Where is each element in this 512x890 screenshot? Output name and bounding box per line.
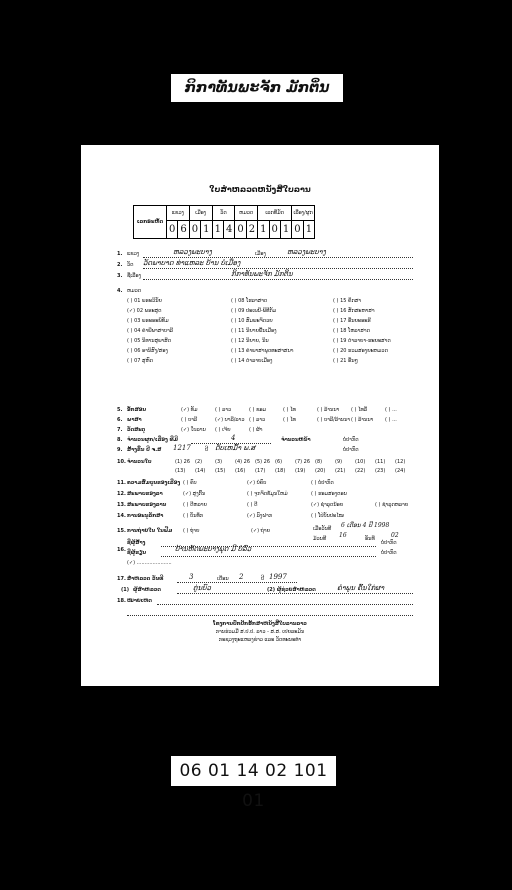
survey-month-value: 2 xyxy=(239,573,244,581)
category-option: ( ) 07 ສຸຫົດ xyxy=(127,358,153,364)
field-number: 5. xyxy=(117,407,123,413)
created-year-label: ສ້າງຂຶ້ນ ປີ ຈ.ສ xyxy=(127,447,162,453)
leaf-count-cell: (13) xyxy=(175,468,186,474)
creator-value: ບໍ່ປາກົດ xyxy=(381,540,397,546)
survey-day-value: 3 xyxy=(189,573,194,581)
field-number: 3. xyxy=(117,273,123,279)
footer-cooperation: ການຮ່ວມມື ສ.ປ.ປ. ລາວ - ສ.ສ. ເຢຍລະມັນ xyxy=(215,629,305,635)
language-option: ( ) ໄທ xyxy=(283,417,296,423)
condition-option: (✓) ບໍ່ຄົບ xyxy=(247,480,267,486)
category-option: ( ) 18 ໂຫລາສາດ xyxy=(333,328,370,334)
code-digit: 6 xyxy=(178,221,189,239)
code-digit: 0 xyxy=(167,221,178,239)
code-digit: 1 xyxy=(258,221,269,239)
field-number: 16. xyxy=(117,547,126,553)
field-number: 15. xyxy=(117,528,126,534)
condition-option: ( ) ດີ xyxy=(247,502,258,508)
survey-year-value: 1997 xyxy=(269,573,287,581)
code-header-temple: ວັດ xyxy=(212,206,235,221)
code-label: ເລກຣະຫັດ xyxy=(134,206,167,239)
condition-option: (✓) ສູງກົ້ນ xyxy=(183,491,206,497)
field-rule xyxy=(127,615,413,616)
survey-year-label: ປີ xyxy=(261,576,265,582)
field-number: 10. xyxy=(117,459,126,465)
leaf-count-cell: (8) xyxy=(315,459,323,465)
category-option: ( ) 10 ສົມພະຈິດວຍ xyxy=(231,318,273,324)
code-digit: 2 xyxy=(246,221,257,239)
material-label: ວັດສະດຸ xyxy=(127,427,146,433)
category-option: ( ) 03 ພຣະອະພິທັມ xyxy=(127,318,169,324)
material-option: ( ) ເຈ້ຍ xyxy=(215,427,231,433)
creator-label: ຊື່ຜູ້ສ້າງ xyxy=(127,540,146,546)
temple-value: ວັດພາບາດ ທ່າແຫລະ ບ້ານ ບໍ່ເມືອງ xyxy=(143,259,241,267)
manuscript-title-label: ກິກາທັນພະຈັກ ມັກຕິ່ນ xyxy=(170,73,344,103)
category-option: ( ) 09 ປະເພນີ-ພິທີກັມ xyxy=(231,308,277,314)
language-option: ( ) ລາວ xyxy=(249,417,266,423)
field-number: 7. xyxy=(117,427,123,433)
fascicle-count-label: ຈຳນວນຜູກ/ເລື່ອງ ທີ່ມີ xyxy=(127,437,178,443)
photo-date-label: ເມື່ອວັນທີ xyxy=(313,526,332,532)
code-header-bundle: ເລກທີ່ມັດ xyxy=(258,206,292,221)
province-value: ຫລວງພະບາງ xyxy=(173,248,212,256)
field-number: 13. xyxy=(117,502,126,508)
leaf-count-cell: (21) xyxy=(335,468,346,474)
language-option: ( ) ບາລີ/ລ້ານນາ xyxy=(317,417,351,423)
condition-option: ( ) ຮອມສອງຕອນ xyxy=(311,491,347,497)
leaf-count-cell: (23) xyxy=(375,468,386,474)
manuscript-code-label: 06 01 14 02 101 01 xyxy=(170,755,337,787)
photo-frame-value: 02 xyxy=(391,532,399,539)
photo-option-2: (✓) ຖ່າຍ xyxy=(251,528,271,534)
condition-option: ( ) ຄົບ xyxy=(183,480,197,486)
field-number: 11. xyxy=(117,480,126,486)
created-era-value: ດັບເຫມົ້າ ພ.ສ xyxy=(215,444,256,452)
category-option: ( ) 13 ຄຳພາສາພຸດທະສາສນາ xyxy=(231,348,294,354)
scribe-unknown: ບໍ່ປາກົດ xyxy=(381,550,397,556)
category-option: ( ) 12 ນິຍາຍ, ນິນ xyxy=(231,338,269,344)
field-rule xyxy=(157,604,413,605)
scribe-extra: (✓) ...................... xyxy=(127,560,172,566)
field-number: 12. xyxy=(117,491,126,497)
language-option: ( ) ບາລີ xyxy=(181,417,198,423)
category-option: ( ) 17 ອື່ນຍະອະຣີ xyxy=(333,318,371,324)
notes-label: ໝາຍເຫດ xyxy=(127,598,152,604)
script-option: (✓) ທັມ xyxy=(181,407,198,413)
code-digit: 1 xyxy=(201,221,212,239)
leaf-count-cell: (7) 26 xyxy=(295,459,311,465)
survey-date-label: ສຳຫລວດ ວັນທີ xyxy=(127,576,164,582)
leaf-count-cell: (6) xyxy=(275,459,283,465)
page-count-label: ຈຳນວນຫນ້າ xyxy=(281,437,311,443)
category-option: ( ) 11 ນິຍາຍພື້ນເມືອງ xyxy=(231,328,277,334)
script-option: ( ) ໄທ xyxy=(283,407,296,413)
condition-label: ສະພາບຂອງລານ xyxy=(127,502,167,508)
leaf-count-cell: (24) xyxy=(395,468,406,474)
field-number: 4. xyxy=(117,288,123,294)
category-option: ( ) 21 ອື່ນໆ xyxy=(333,358,358,364)
created-year-value: 1217 xyxy=(173,444,191,452)
code-digit: 0 xyxy=(292,221,303,239)
district-label: ເມືອງ xyxy=(255,251,266,257)
province-label: ແຂວງ xyxy=(127,251,140,257)
script-label: ອັກສອນ xyxy=(127,407,146,413)
photo-date-value: 6 ເດືອນ 4 ປີ 1998 xyxy=(341,522,390,529)
leaf-count-cell: (5) 26 xyxy=(255,459,271,465)
code-table xyxy=(133,205,315,239)
leaf-count-cell: (10) xyxy=(355,459,366,465)
code-digit: 0 xyxy=(235,221,246,239)
leaf-count-cell: (18) xyxy=(275,468,286,474)
created-unknown: ບໍ່ປາກົດ xyxy=(343,447,359,453)
script-option: ( ) ລ້ານນາ xyxy=(317,407,340,413)
leaf-count-cell: (9) xyxy=(335,459,343,465)
category-option: ( ) 08 ໂຮລາສາດ xyxy=(231,298,268,304)
category-option: ( ) 14 ດຳລາຍເມືອງ xyxy=(231,358,273,364)
condition-option: ( ) ໂປ່ບັນປະໄໝ xyxy=(311,513,344,519)
field-number: 14. xyxy=(117,513,126,519)
scribe-label: ຊື່ຜູ້ຂຽນ xyxy=(127,550,147,556)
field-rule xyxy=(177,582,297,583)
field-number: 17. xyxy=(117,576,126,582)
code-header-province: ແຂວງ xyxy=(167,206,190,221)
category-option: ( ) 16 ສັກສະຫາສາ xyxy=(333,308,375,314)
category-option: ( ) 19 ດຳລາຍາ-ຮະຍະສາດ xyxy=(333,338,391,344)
survey-month-label: ເດືອນ xyxy=(217,576,229,582)
script-option: ( ) ລາວ xyxy=(215,407,232,413)
created-era-label: ປີ xyxy=(205,447,209,453)
material-option: (✓) ໃບລານ xyxy=(181,427,206,433)
category-option: ( ) 04 ຄຳພີພາສາບາລີ xyxy=(127,328,174,334)
field-rule xyxy=(143,268,413,269)
code-header-fascicle: ເລື່ອງ/ຜູກ xyxy=(292,206,315,221)
condition-label: ການອະນຸລັກສາ xyxy=(127,513,164,519)
field-rule xyxy=(161,556,376,557)
field-number: 1. xyxy=(117,251,123,257)
leaf-count-cell: (15) xyxy=(215,468,226,474)
material-option: ( ) ຜ້າ xyxy=(249,427,263,433)
code-header-category: ຫມວດ xyxy=(235,206,258,221)
temple-label: ວັດ xyxy=(127,262,134,268)
assistant-label: (2) ຜູ້ຊ່ວຍສຳຫລວດ xyxy=(267,587,316,593)
language-option: ( ) ລ້ານນາ xyxy=(351,417,374,423)
leaf-count-cell: (16) xyxy=(235,468,246,474)
leaf-count-cell: (22) xyxy=(355,468,366,474)
condition-option: ( ) ບໍ່ປາກົດ xyxy=(311,480,334,486)
surveyor-label: ຜູ້ສຳຫລວດ xyxy=(133,587,161,593)
surveyor-value: ຕູ່ນບົວ xyxy=(193,584,211,592)
category-option: ( ) 01 ພຣະວິນັຍ xyxy=(127,298,162,304)
leaf-count-cell: (3) xyxy=(215,459,223,465)
assistant-value: ຄຳພູນ ຄົ້ນໃກ່ຜາ xyxy=(337,584,385,592)
fascicle-count-value: 4 xyxy=(231,434,236,442)
footer-project: ໂຄງການປົກປັກຮັກສາຫນັງສືໃບລານລາວ xyxy=(213,621,307,627)
leaf-count-cell: (19) xyxy=(295,468,306,474)
code-digit: 1 xyxy=(303,221,314,239)
code-digit: 0 xyxy=(189,221,200,239)
language-label: ພາສາ xyxy=(127,417,142,423)
leaf-count-cell: (1) 26 xyxy=(175,459,191,465)
leaf-count-cell: (4) 26 xyxy=(235,459,251,465)
condition-option: (✓) ລົງຝາກ xyxy=(247,513,273,519)
leaf-count-cell: (2) xyxy=(195,459,203,465)
code-digit: 0 xyxy=(269,221,280,239)
language-option: ( ) ... xyxy=(385,417,397,423)
category-option: ( ) 05 ນິທານສຸພາສິດ xyxy=(127,338,172,344)
title-value: ກິກາທັນພະຈັກ ມັກຕິ່ນ xyxy=(231,270,293,278)
field-rule xyxy=(143,257,413,258)
condition-option: (✓) ຊຳລຸດນ້ອຍ xyxy=(311,502,344,508)
condition-option: ( ) ດີຫລາຍ xyxy=(183,502,207,508)
leaf-count-cell: (12) xyxy=(395,459,406,465)
condition-label: ຄວາມສົມບູນຂອງເລື່ອງ xyxy=(127,480,181,486)
leaf-count-cell: (17) xyxy=(255,468,266,474)
code-digit: 1 xyxy=(212,221,223,239)
language-option: (✓) ບາລີ/ລາວ xyxy=(215,417,245,423)
script-option: ( ) ... xyxy=(385,407,397,413)
field-rule xyxy=(177,593,413,594)
form-title: ໃບສຳຫລວດຫນັງສືໃບລານ xyxy=(209,185,311,194)
scribe-value: ບ້ານຫັດພະບາງພຸດ ມີ ບໍ່ລົວ xyxy=(175,545,252,553)
category-option: ( ) 06 ອານິສົງ/ສອງ xyxy=(127,348,168,354)
field-rule xyxy=(143,279,413,280)
condition-option: ( ) ຊຳລຸດຫລາຍ xyxy=(375,502,409,508)
field-number: 2. xyxy=(117,262,123,268)
leaf-count-label: ຈຳນວນໃບ xyxy=(127,459,152,465)
photo-label: ການຖ່າຍໃນ ໃນຟີມ xyxy=(127,528,173,534)
script-option: ( ) ຂອມ xyxy=(249,407,267,413)
leaf-count-cell: (11) xyxy=(375,459,386,465)
leaf-count-cell: (14) xyxy=(195,468,206,474)
condition-option: ( ) ຈຸກຈິດຂໍ້ມູນໃຫມ່ xyxy=(247,491,288,497)
leaf-count-cell: (20) xyxy=(315,468,326,474)
photo-option-1: ( ) ຖ່າຍ xyxy=(183,528,200,534)
survey-form-sheet xyxy=(81,145,439,686)
photo-roll-label: ມ້ວນທີ xyxy=(313,536,327,542)
category-option: ( ) 15 ຄຶກສາ xyxy=(333,298,362,304)
condition-label: ສະພາບຂອງລາ xyxy=(127,491,163,497)
footer-ministry: ກະຊວງຖະແຫລງຂ່າວ ແລະ ວັດທະນະທຳ xyxy=(218,637,302,643)
district-value: ຫລວງພະບາງ xyxy=(287,248,326,256)
photo-frame-label: ອັນທີ xyxy=(365,536,375,542)
field-number: 6. xyxy=(117,417,123,423)
field-number: 9. xyxy=(117,447,123,453)
field-number: 8. xyxy=(117,437,123,443)
title-label: ຊື່ເລື່ອງ xyxy=(127,273,142,279)
code-header-district: ເມືອງ xyxy=(189,206,212,221)
page-count-value: ບໍ່ປາກົດ xyxy=(343,437,359,443)
script-option: ( ) ໄທລື xyxy=(351,407,368,413)
field-number: (1) xyxy=(121,587,130,593)
category-option: ( ) 20 ຮວມສອງຍະຫມວດ xyxy=(333,348,388,354)
category-label: ຫມວດ xyxy=(127,288,142,294)
photo-roll-value: 16 xyxy=(339,532,347,539)
condition-option: ( ) ບັນທຶກ xyxy=(183,513,204,519)
code-digit: 1 xyxy=(280,221,291,239)
category-option: (✓) 02 ພຣະສູດ xyxy=(127,308,162,314)
code-digit: 4 xyxy=(223,221,234,239)
field-number: 18. xyxy=(117,598,126,604)
